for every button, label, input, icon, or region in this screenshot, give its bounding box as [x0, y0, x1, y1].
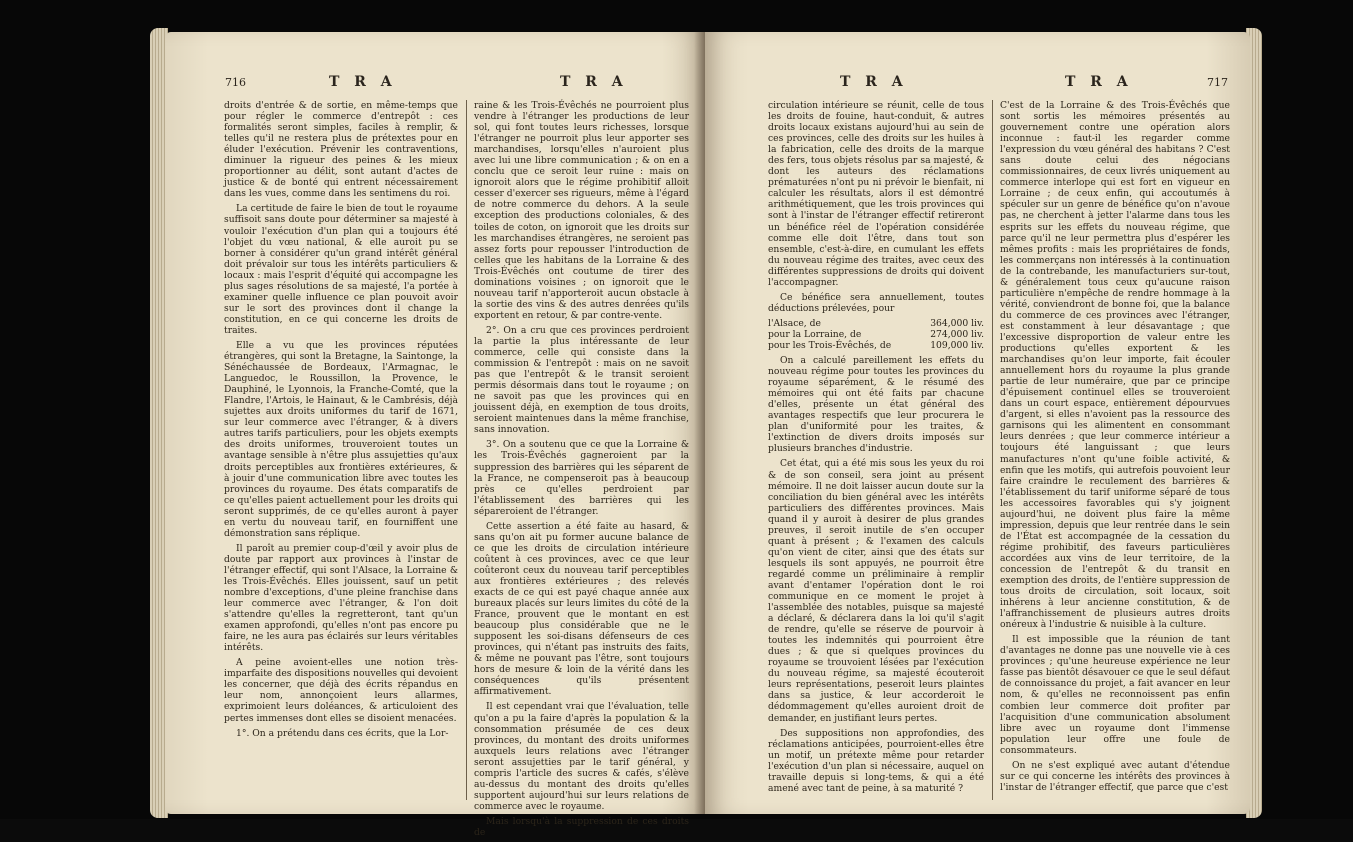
paragraph: On a calculé pareillement les effets du nouveau régime pour toutes les provinces du royaume séparément, & le résumé des mémoires qui ont été faits par chacune d'elles, présente un état général des avantages respectifs que leur procurera le plan d'uniformité pour les traites, & l'extinction de divers droits imposés sur plusieurs branches d'industrie.	[768, 355, 984, 455]
paragraph: 2°. On a cru que ces provinces perdroient la partie la plus intéressante de leur commerce, celle qui consiste dans la commission & l'entrepôt : mais on ne savoit pas que l'entrepôt & le transit seroient permis désormais dans tout le royaume ; on ne savoit pas que les provinces qui en jouissent déjà, en exemption de tous droits, seroient maintenues dans la même franchise, sans innovation.	[474, 324, 689, 436]
paragraph: Elle a vu que les provinces réputées étrangères, qui sont la Bretagne, la Saintonge, la Sénéchaussée de Bordeaux, l'Armagnac, le Languedoc, le Roussillon, la Provence, le Dauphiné, le Lyonnois, la Franche-Comté, que la Flandre, l'Artois, le Hainaut, & le Cambrésis, déjà sujettes aux droits uniformes du tarif de 1671, sur leur commerce avec l'étranger, & à divers autres tarifs particuliers, pour les objets exempts des droits uniformes, trouveroient toutes un avantage sensible à n'être plus assujetties qu'aux droits perceptibles aux frontières extérieures, & à jouir d'une communication libre avec toutes les provinces du royaume. Des états comparatifs de ce qu'elles paient actuellement pour les droits qui seront supprimés, de ce qu'elles auront à payer en vertu du nouveau tarif, en fourniffent une démonstration sans réplique.	[224, 339, 458, 539]
paragraph: circulation intérieure se réunit, celle de tous les droits de fouine, haut-conduit, & autres droits locaux existans aujourd'hui au sein de ces provinces, celle des droits sur les huiles à la fabrication, celle des droits de la marque des fers, tous objets résolus par sa majesté, & dont les auteurs des réclamations prématurées n'ont pu ni prévoir le bienfait, ni calculer les résultats, alors il est démontré arithmétiquement, que les trois provinces qui sont à l'instar de l'étranger effectif retireront un bénéfice réel de l'opération considérée comme elle doit l'être, dans tout son ensemble, c'est-à-dire, en cumulant les effets du nouveau régime des traites, avec ceux des différentes suppressions de droits qui doivent l'accompagner.	[768, 100, 984, 288]
table-row	[768, 318, 984, 329]
table-label: l'Alsace, de	[768, 317, 821, 329]
paragraph: Cet état, qui a été mis sous les yeux du roi & de son conseil, sera joint au présent mémoire. Il ne doit laisser aucun doute sur la conciliation du bien général avec les intérêts particuliers des différentes provinces. Mais quand il y auroit à desirer de plus grandes preuves, il seroit inutile de s'en occuper quant à présent ; & l'examen des calculs qu'on vient de citer, ainsi que des états sur lesquels ils sont appuyés, ne pourroit être regardé comme un préliminaire à remplir avant d'entamer l'opération dont le roi communique en ce moment le projet à l'assemblée des notables, puisque sa majesté a déclaré, & déclarera dans la loi qu'il s'agit de rendre, qu'elle se réserve de pourvoir à toutes les indemnités qui pourroient être dues ; & que si quelques provinces du royaume se trouvoient lésées par l'exécution du nouveau régime, sa majesté écouteroit leurs représentations, peseroit leurs plaintes dans sa justice, & leur accorderoit le dédommagement qu'elles auroient droit de demander, en justifiant leurs pertes.	[768, 458, 984, 724]
table-label: pour la Lorraine, de	[768, 328, 862, 340]
running-head: T R A	[560, 74, 628, 90]
table-value: 109,000 liv.	[930, 339, 984, 351]
paragraph: droits d'entrée & de sortie, en même-temps que pour régler le commerce d'entrepôt : ces formalités seront simples, faciles à remplir, & telles qu'il ne restera plus de prétextes pour en éluder l'exécution. Prévenir les contraventions, diminuer la rigueur des peines & les mieux proportionner au délit, sont autant d'actes de justice & de bonté qui entrent nécessairement dans les vues, comme dans les sentimens du roi.	[224, 100, 458, 200]
column-rule	[992, 100, 993, 800]
paragraph: Mais lorsqu'à la suppression de ces droits de	[474, 815, 689, 838]
text-column-1	[224, 100, 458, 743]
table-row	[768, 340, 984, 351]
running-head: T R A	[329, 74, 397, 90]
paragraph: La certitude de faire le bien de tout le royaume suffisoit sans doute pour déterminer sa majesté à vouloir l'exécution d'un plan qui a toujours été l'objet du vœu national, & elle auroit pu se borner à considérer qu'un grand intérêt général doit prévaloir sur tous les intérêts particuliers & locaux : mais l'esprit d'équité qui accompagne les plus sages résolutions de sa majesté, l'a portée à examiner quelle influence ce plan pouvoit avoir sur le sort des provinces dont il change la constitution, en ce qui concerne les droits de traites.	[224, 203, 458, 336]
text-column-2	[1000, 100, 1230, 797]
paragraph: C'est de la Lorraine & des Trois-Évêchés que sont sortis les mémoires présentés au gouvernement contre une opération alors inconnue : faut-il les regarder comme l'expression du vœu général des habitans ? C'est sans doute celui des négocians commissionnaires, de ceux livrés uniquement au commerce interlope qui est fort en vigueur en Lorraine ; de ceux enfin, qui accoutumés à spéculer sur un genre de bénéfice qu'on n'avoue pas, ne cherchent à jetter l'alarme dans tous les esprits sur les effets du nouveau régime, que parce qu'il ne leur permettra plus d'espérer les mêmes profits : mais les propriétaires de fonds, les commerçans non intéressés à la continuation de la contrebande, les manufacturiers sur-tout, & généralement tous ceux qu'aucune raison particulière n'empêche de rendre hommage à la vérité, conviendront de bonne foi, que la balance du commerce de ces provinces avec l'étranger, est constamment à leur désavantage ; que l'excessive disproportion de valeur entre les productions qu'elles exportent & les marchandises qu'on leur importe, fait écouler annuellement hors du royaume la plus grande partie de leur numéraire, que par ce principe d'épuisement continuel elles se trouveroient dans un court espace, entièrement dépourvues d'argent, si elles n'avoient pas la ressource des garnisons qui les alimentent en consommant leurs denrées ; que leur commerce intérieur a toujours été languissant ; que leurs manufactures n'ont qu'une foible activité, & enfin que les motifs, qui autrefois pouvoient leur faire craindre le reculement des barrières & l'établissement du tarif uniforme séparé de tous les accessoires favorables qui s'y joignent aujourd'hui, ne doivent plus faire la même impression, depuis que leur rentrée dans le sein de l'État est accompagnée de la cessation du régime prohibitif, des faveurs particulières accordées aux vins de leur territoire, de la concession de l'entrepôt & du transit en exemption des droits, de l'entière suppression de tous droits de circulation, soit locaux, soit inhérens à leur ancienne constitution, & de l'affranchissement de plusieurs autres droits onéreux à l'industrie & nuisible à la culture.	[1000, 100, 1230, 631]
left-page	[165, 32, 705, 838]
text-column-1	[768, 100, 984, 798]
paragraph: 1°. On a prétendu dans ces écrits, que la Lor-	[236, 727, 449, 739]
paragraph: Il est cependant vrai que l'évaluation, telle qu'on a pu la faire d'après la population & la consommation présumée de ces deux provinces, du montant des droits uniformes auxquels leurs relations avec l'étranger seront assujetties par le tarif général, y compris l'article des sucres & cafés, s'élève au-dessus du montant des droits qu'elles supportent aujourd'hui sur leurs relations de commerce avec le royaume.	[474, 701, 689, 812]
page-number: 716	[225, 76, 246, 89]
paragraph: Il est impossible que la réunion de tant d'avantages ne donne pas une nouvelle vie à ces provinces ; qu'une heureuse expérience ne leur fasse pas bientôt désavouer ce que le seul défaut de connoissance du projet, a fait avancer en leur nom, & qu'elles ne reconnoissent pas enfin combien leur commerce doit profiter par l'acquisition d'une communication absolument libre avec un royaume dont l'immense population leur offre une foule de consommateurs.	[1000, 634, 1230, 756]
table-value: 364,000 liv.	[930, 317, 984, 329]
amount-table	[768, 318, 984, 351]
table-value: 274,000 liv.	[930, 328, 984, 340]
running-head: T R A	[840, 74, 908, 90]
paragraph: Il paroît au premier coup-d'œil y avoir plus de doute par rapport aux provinces à l'instar de l'étranger effectif, qui sont l'Alsace, la Lorraine & les Trois-Évêchés. Elles jouissent, sauf un petit nombre d'exceptions, d'une pleine franchise dans leur commerce avec l'étranger, & l'on doit s'attendre qu'elles la regretteront, tant qu'un examen approfondi, qu'elles n'ont pas encore pu faire, ne les aura pas éclairés sur leurs véritables intérêts.	[224, 542, 458, 654]
paragraph: On ne s'est expliqué avec autant d'étendue sur ce qui concerne les intérêts des provinces à l'instar de l'étranger effectif, que parce que c'est	[1000, 759, 1230, 793]
text-column-2	[474, 100, 689, 842]
right-page	[705, 32, 1250, 814]
paragraph: raine & les Trois-Évêchés ne pourroient plus vendre à l'étranger les productions de leur sol, qui font toutes leurs richesses, lorsque l'étranger ne pourroit plus leur apporter ses marchandises, lorsqu'elles n'auroient plus avec lui une libre communication ; & on en a conclu que ce seroit leur ruine : mais on ignoroit alors que le régime prohibitif alloit cesser d'exercer ses rigueurs, même à l'égard de notre commerce du dehors. A la seule exception des productions coloniales, & des toiles de coton, on ignoroit que les droits sur les marchandises étrangères, ne seroient pas assez forts pour repousser l'introduction de celles que les habitans de la Lorraine & des Trois-Évêchés ont coutume de tirer des dominations voisines ; on ignoroit que le nouveau tarif n'apporteroit aucun obstacle à la sortie des vins & des autres denrées qu'ils exportent en retour, & par contre-vente.	[474, 100, 689, 321]
page-number: 717	[1207, 76, 1228, 89]
table-label: pour les Trois-Évêchés, de	[768, 339, 892, 351]
paragraph: A peine avoient-elles une notion très-imparfaite des dispositions nouvelles qui devoient les concerner, que déjà des écrits répandus en leur nom, annonçoient leurs allarmes, exprimoient leurs doléances, & articuloient des pertes immenses dont elles se disoient menacées.	[224, 657, 458, 724]
paragraph: Ce bénéfice sera annuellement, toutes déductions prélevées, pour	[768, 291, 984, 314]
paragraph: 3°. On a soutenu que ce que la Lorraine & les Trois-Évêchés gagneroient par la suppression des barrières qui les séparent de la France, ne compenseroit pas à beaucoup près ce qu'elles perdroient par l'établissement des barrières qui les sépareroient de l'étranger.	[474, 439, 689, 517]
paragraph: Cette assertion a été faite au hasard, & sans qu'on ait pu former aucune balance de ce que les droits de circulation intérieure coûtent à ces provinces, avec ce que leur coûteront ceux du nouveau tarif perceptibles aux frontières extérieures ; des relevés exacts de ce qui est payé chaque année aux bureaux placés sur leurs limites du côté de la France, prouvent que le montant en est beaucoup plus considérable que ne le supposent les soi-disans défenseurs de ces provinces, qui n'étant pas instruits des faits, & même ne pouvant pas l'être, sont toujours hors de mesure & loin de la vérité dans les conséquences qu'ils présentent affirmativement.	[474, 520, 689, 698]
running-head: T R A	[1065, 74, 1133, 90]
paragraph: Des suppositions non approfondies, des réclamations anticipées, pourroient-elles être un motif, un prétexte même pour retarder l'exécution d'un plan si nécessaire, auquel on travaille depuis si long-tems, & qui a été amené avec tant de peine, à sa maturité ?	[768, 727, 984, 794]
column-rule	[466, 100, 467, 800]
table-row	[768, 329, 984, 340]
